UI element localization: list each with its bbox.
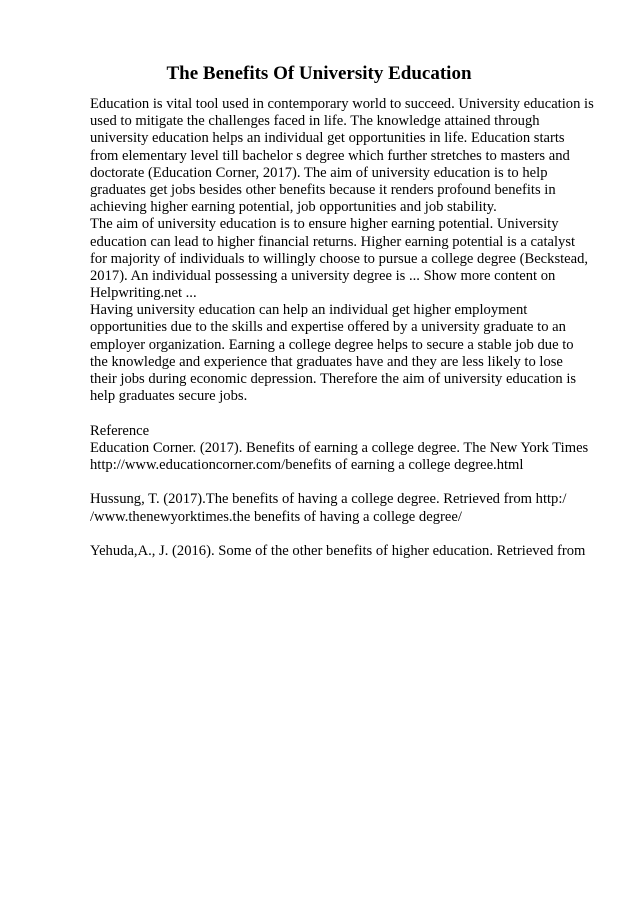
document-body (90, 96, 610, 560)
text-line: opportunities due to the skills and expertise offered by a university graduate to an (90, 319, 566, 336)
reference-spacer (90, 526, 610, 543)
reference-line: Education Corner. (2017). Benefits of earning a college degree. The New York Times (90, 439, 589, 456)
reference-entry (90, 440, 610, 474)
document-title: The Benefits Of University Education (166, 63, 472, 84)
text-line: for majority of individuals to willingly choose to pursue a college degree (Beckstead, (90, 250, 589, 267)
paragraph-employment (90, 302, 610, 405)
paragraph-earning-potential (90, 216, 610, 302)
text-line: from elementary level till bachelor s degree which further stretches to masters and (90, 147, 570, 164)
reference-entry (90, 543, 610, 560)
text-line: their jobs during economic depression. Therefore the aim of university education is (90, 371, 577, 387)
text-line: help graduates secure jobs. (90, 388, 248, 405)
text-line: used to mitigate the challenges faced in life. The knowledge attained through (90, 113, 540, 130)
text-line: achieving higher earning potential, job opportunities and job stability. (90, 199, 497, 216)
text-line: education can lead to higher financial returns. Higher earning potential is a catalyst (90, 233, 576, 250)
text-line: The aim of university education is to ensure higher earning potential. University (90, 216, 559, 233)
reference-line: Hussung, T. (2017).The benefits of having a college degree. Retrieved from http:/ (90, 491, 567, 508)
paragraph-spacer (90, 405, 610, 422)
reference-heading: Reference (90, 422, 150, 439)
text-line: graduates get jobs besides other benefits because it renders profound benefits in (90, 181, 556, 198)
text-line: doctorate (Education Corner, 2017). The aim of university education is to help (90, 164, 548, 181)
text-line: employer organization. Earning a college degree helps to secure a stable job due to (90, 336, 574, 353)
reference-line: Yehuda,A., J. (2016). Some of the other benefits of higher education. Retrieved from (90, 542, 586, 559)
text-line: the knowledge and experience that graduates have and they are less likely to lose (90, 353, 563, 370)
text-line: Education is vital tool used in contemporary world to succeed. University education is (90, 96, 594, 112)
references-section (90, 423, 610, 561)
reference-line: http://www.educationcorner.com/benefits of earning a college degree.html (90, 456, 524, 473)
text-line: Helpwriting.net ... (90, 285, 197, 302)
text-line: Having university education can help an individual get higher employment (90, 302, 528, 319)
reference-entry (90, 491, 610, 525)
text-line: 2017). An individual possessing a university degree is ... Show more content on (90, 267, 556, 284)
reference-spacer (90, 474, 610, 491)
text-line: university education helps an individual get opportunities in life. Education starts (90, 130, 565, 147)
paragraph-intro (90, 96, 610, 216)
reference-line: /www.thenewyorktimes.the benefits of having a college degree/ (90, 508, 462, 525)
